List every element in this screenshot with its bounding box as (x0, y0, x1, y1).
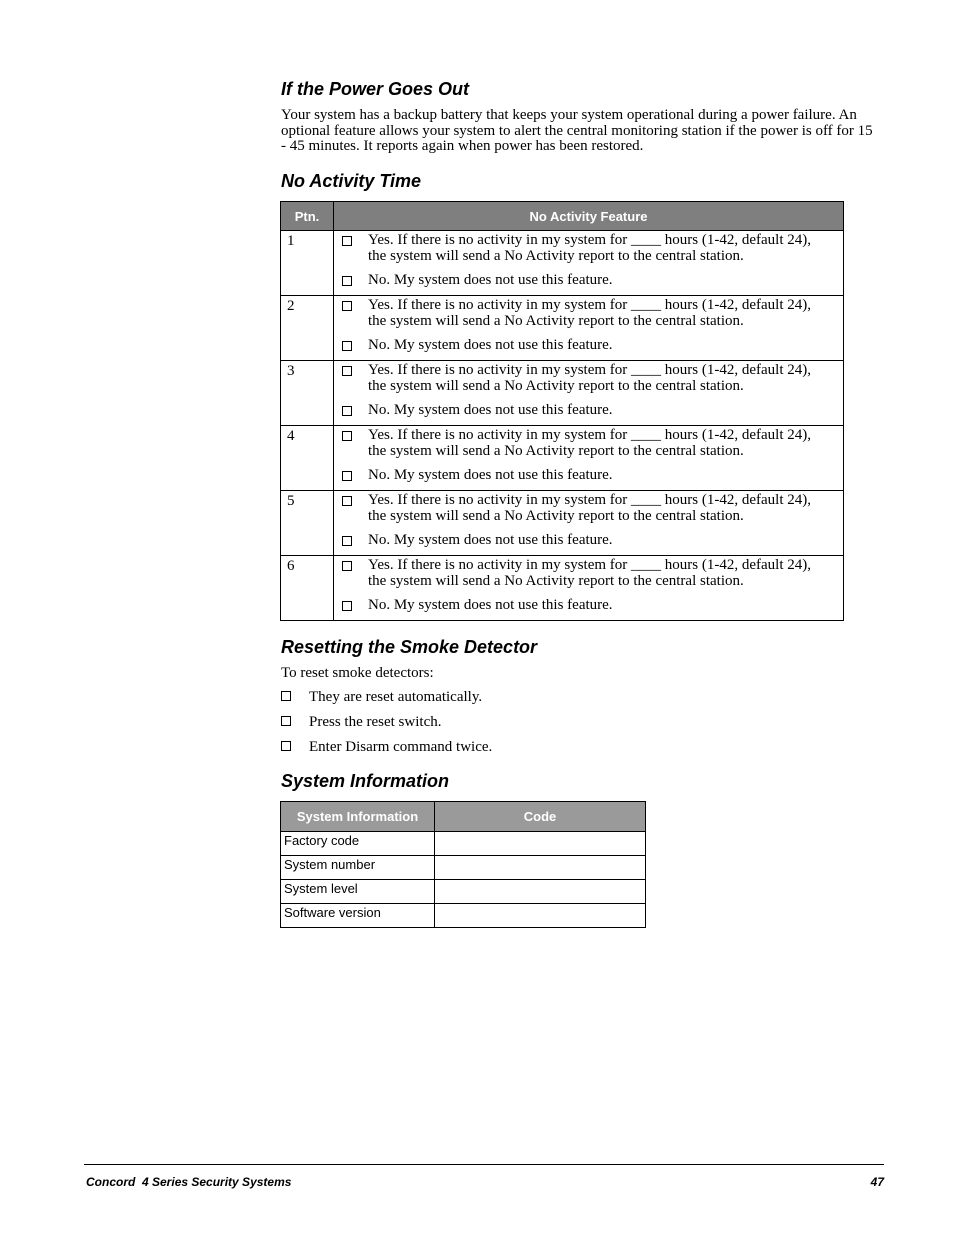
footer-title: Concord 4 Series Security Systems (86, 1175, 292, 1189)
yes-option (334, 233, 843, 264)
system-info-heading: System Information (281, 771, 450, 791)
no-option (334, 403, 843, 419)
no-checkbox[interactable] (342, 536, 352, 546)
yes-text: Yes. If there is no activity in my system for ____ hours (1-42, default 24), the system will send a No Activity report to the central station. (368, 297, 811, 329)
smoke-option-label: They are reset automatically. (309, 689, 483, 705)
no-text: No. My system does not use this feature. (368, 272, 613, 288)
smoke-option-checkbox[interactable] (281, 741, 291, 751)
no-text: No. My system does not use this feature. (368, 532, 613, 548)
smoke-option (281, 714, 441, 731)
table-row (281, 296, 844, 361)
no-checkbox[interactable] (342, 406, 352, 416)
no-checkbox[interactable] (342, 601, 352, 611)
code-cell[interactable] (435, 880, 646, 904)
smoke-heading: Resetting the Smoke Detector (281, 637, 538, 657)
no-checkbox[interactable] (342, 341, 352, 351)
yes-text: Yes. If there is no activity in my system for ____ hours (1-42, default 24), the system will send a No Activity report to the central station. (368, 232, 811, 264)
code-cell[interactable] (435, 832, 646, 856)
table-row (281, 491, 844, 556)
info-label: System level (281, 880, 435, 904)
info-label: Software version (281, 904, 435, 928)
smoke-intro: To reset smoke detectors: (281, 665, 434, 681)
feature-cell (334, 556, 844, 621)
code-cell[interactable] (435, 904, 646, 928)
no-option (334, 533, 843, 549)
partition-number: 4 (281, 426, 334, 491)
info-column-header: System Information (281, 802, 435, 832)
yes-text: Yes. If there is no activity in my system for ____ hours (1-42, default 24), the system will send a No Activity report to the central station. (368, 492, 811, 524)
no-option (334, 273, 843, 289)
table-row (281, 880, 646, 904)
no-option (334, 338, 843, 354)
footer-rule (84, 1164, 884, 1165)
yes-checkbox[interactable] (342, 301, 352, 311)
table-row (281, 361, 844, 426)
no-option (334, 598, 843, 614)
yes-text: Yes. If there is no activity in my system for ____ hours (1-42, default 24), the system will send a No Activity report to the central station. (368, 557, 811, 589)
partition-number: 1 (281, 231, 334, 296)
yes-option (334, 428, 843, 459)
smoke-option-checkbox[interactable] (281, 716, 291, 726)
feature-column-header: No Activity Feature (334, 202, 844, 231)
smoke-option-checkbox[interactable] (281, 691, 291, 701)
no-checkbox[interactable] (342, 471, 352, 481)
yes-option (334, 558, 843, 589)
feature-cell (334, 426, 844, 491)
yes-checkbox[interactable] (342, 366, 352, 376)
partition-number: 5 (281, 491, 334, 556)
ptn-column-header: Ptn. (281, 202, 334, 231)
no-text: No. My system does not use this feature. (368, 337, 613, 353)
table-row (281, 856, 646, 880)
smoke-option (281, 689, 482, 706)
feature-cell (334, 231, 844, 296)
yes-text: Yes. If there is no activity in my system for ____ hours (1-42, default 24), the system will send a No Activity report to the central station. (368, 362, 811, 394)
yes-option (334, 363, 843, 394)
page-number: 47 (870, 1175, 884, 1189)
system-info-table (280, 801, 646, 928)
smoke-option-label: Enter Disarm command twice. (309, 739, 493, 755)
smoke-option (281, 739, 492, 756)
feature-cell (334, 491, 844, 556)
partition-number: 3 (281, 361, 334, 426)
no-option (334, 468, 843, 484)
yes-text: Yes. If there is no activity in my system for ____ hours (1-42, default 24), the system will send a No Activity report to the central station. (368, 427, 811, 459)
yes-checkbox[interactable] (342, 431, 352, 441)
table-row (281, 556, 844, 621)
no-activity-heading: No Activity Time (281, 171, 422, 191)
info-label: System number (281, 856, 435, 880)
table-row (281, 832, 646, 856)
yes-checkbox[interactable] (342, 236, 352, 246)
yes-checkbox[interactable] (342, 561, 352, 571)
power-heading: If the Power Goes Out (281, 79, 470, 99)
code-column-header: Code (435, 802, 646, 832)
no-activity-table (280, 201, 844, 621)
table-row (281, 231, 844, 296)
yes-checkbox[interactable] (342, 496, 352, 506)
table-row (281, 426, 844, 491)
info-label: Factory code (281, 832, 435, 856)
power-paragraph: Your system has a backup battery that keeps your system operational during a power failure. An optional feature allows your system to alert the central monitoring station if the power is off for 15 - 45 minutes. It reports again when power has been restored. (281, 107, 873, 154)
code-cell[interactable] (435, 856, 646, 880)
table-row (281, 904, 646, 928)
yes-option (334, 493, 843, 524)
yes-option (334, 298, 843, 329)
feature-cell (334, 296, 844, 361)
no-text: No. My system does not use this feature. (368, 402, 613, 418)
smoke-option-label: Press the reset switch. (309, 714, 442, 730)
no-text: No. My system does not use this feature. (368, 467, 613, 483)
feature-cell (334, 361, 844, 426)
no-text: No. My system does not use this feature. (368, 597, 613, 613)
partition-number: 2 (281, 296, 334, 361)
partition-number: 6 (281, 556, 334, 621)
no-checkbox[interactable] (342, 276, 352, 286)
